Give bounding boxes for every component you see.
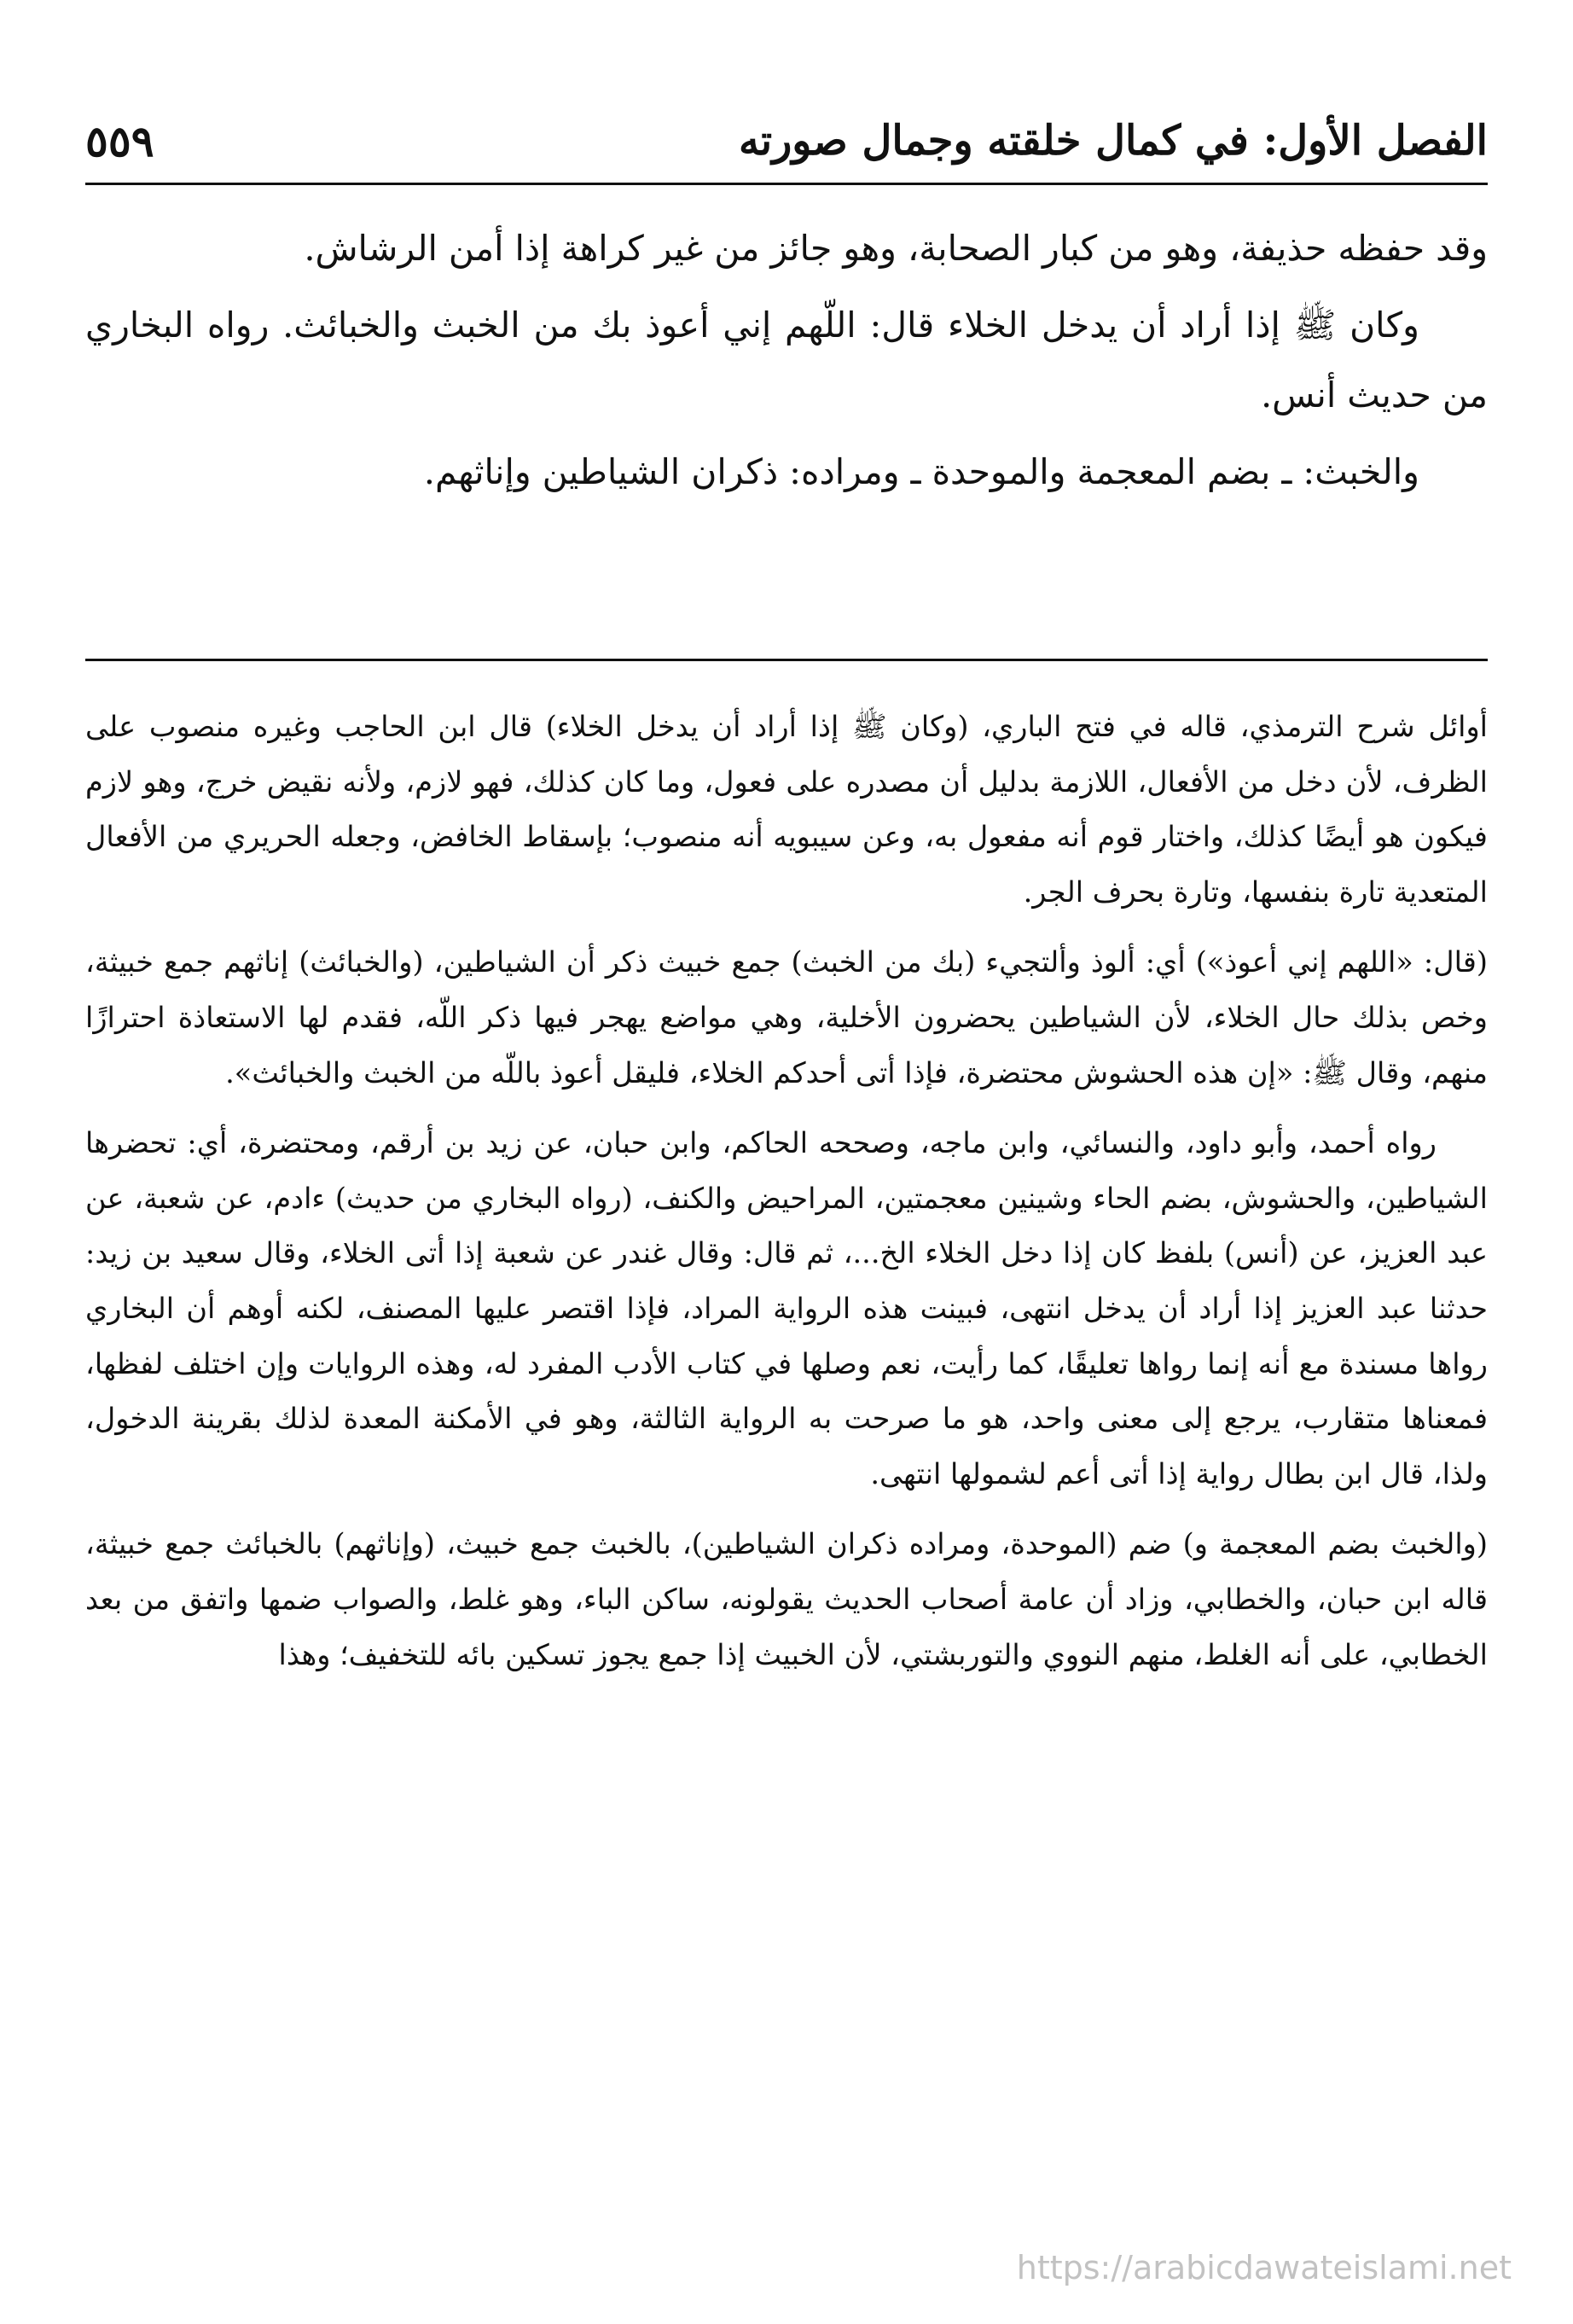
commentary-paragraph: أوائل شرح الترمذي، قاله في فتح الباري، (وكان ﷺ إذا أراد أن يدخل الخلاء) قال ابن الحاجب وغيره منصوب على الظرف، لأن دخل من الأفعال، اللازمة بدليل أن مصدره على فعول، وما كان كذلك، فهو لازم، ولأنه نقيض خرج، وهو لازم فيكون هو أيضًا كذلك، واختار قوم أنه مفعول به، وعن سيبويه أنه منصوب؛ بإسقاط الخافض، وجعله الحريري من الأفعال المتعدية تارة بنفسها، وتارة بحرف الجر. (85, 710, 1488, 909)
commentary-text (85, 700, 1488, 1698)
header-rule (85, 183, 1488, 185)
watermark-url: https://arabicdawateislami.net (1016, 2249, 1512, 2286)
commentary-paragraph: (قال: «اللهم إني أعوذ») أي: ألوذ وألتجيء (بك من الخبث) جمع خبيث ذكر أن الشياطين، (والخبائث) إناثهم جمع خبيثة، وخص بذلك حال الخلاء، لأن الشياطين يحضرون الأخلية، وهي مواضع يهجر فيها ذكر اللّه، فقدم لها الاستعاذة احترازًا منهم، وقال ﷺ: «إن هذه الحشوش محتضرة، فإذا أتى أحدكم الخلاء، فليقل أعوذ باللّه من الخبث والخبائث». (85, 945, 1488, 1089)
main-paragraph: وقد حفظه حذيفة، وهو من كبار الصحابة، وهو جائز من غير كراهة إذا أمن الرشاش. (304, 228, 1488, 269)
main-paragraph: وكان ﷺ إذا أراد أن يدخل الخلاء قال: اللّهم إني أعوذ بك من الخبث والخبائث. رواه البخاري من حديث أنس. (85, 305, 1488, 415)
chapter-title: الفصل الأول: في كمال خلقته وجمال صورته (738, 117, 1488, 165)
commentary-separator (85, 659, 1488, 661)
page-number: ٥٥٩ (85, 115, 154, 166)
commentary-paragraph: (والخبث بضم المعجمة و) ضم (الموحدة، ومراده ذكران الشياطين)، بالخبث جمع خبيث، (وإناثهم) بالخبائث جمع خبيثة، قاله ابن حبان، والخطابي، وزاد أن عامة أصحاب الحديث يقولونه، ساكن الباء، وهو غلط، والصواب ضمها واتفق من بعد الخطابي، على أنه الغلط، منهم النووي والتوربشتي، لأن الخبيث إذا جمع يجوز تسكين بائه للتخفيف؛ وهذا (85, 1527, 1488, 1671)
page-header (85, 102, 1488, 179)
main-paragraph: والخبث: ـ بضم المعجمة والموحدة ـ ومراده: ذكران الشياطين وإناثهم. (423, 451, 1419, 492)
commentary-paragraph: رواه أحمد، وأبو داود، والنسائي، وابن ماجه، وصححه الحاكم، وابن حبان، عن زيد بن أرقم، ومحتضرة، أي: تحضرها الشياطين، والحشوش، بضم الحاء وشينين معجمتين، المراحيض والكنف، (رواه البخاري من حديث) ءادم، عن شعبة، عن عبد العزيز، عن (أنس) بلفظ كان إذا دخل الخلاء الخ...، ثم قال: وقال غندر عن شعبة إذا أتى الخلاء، وقال سعيد بن زيد: حدثنا عبد العزيز إذا أراد أن يدخل انتهى، فبينت هذه الرواية المراد، فإذا اقتصر عليها المصنف، لكنه أوهم أن البخاري رواها مسندة مع أنه إنما رواها تعليقًا، كما رأيت، نعم وصلها في كتاب الأدب المفرد له، وهذه الروايات وإن اختلف لفظها، فمعناها متقارب، يرجع إلى معنى واحد، هو ما صرحت به الرواية الثالثة، وهو في الأمكنة المعدة لذلك بقرينة الدخول، ولذا، قال ابن بطال رواية إذا أتى أعم لشمولها انتهى. (85, 1126, 1488, 1490)
main-text (85, 213, 1488, 514)
